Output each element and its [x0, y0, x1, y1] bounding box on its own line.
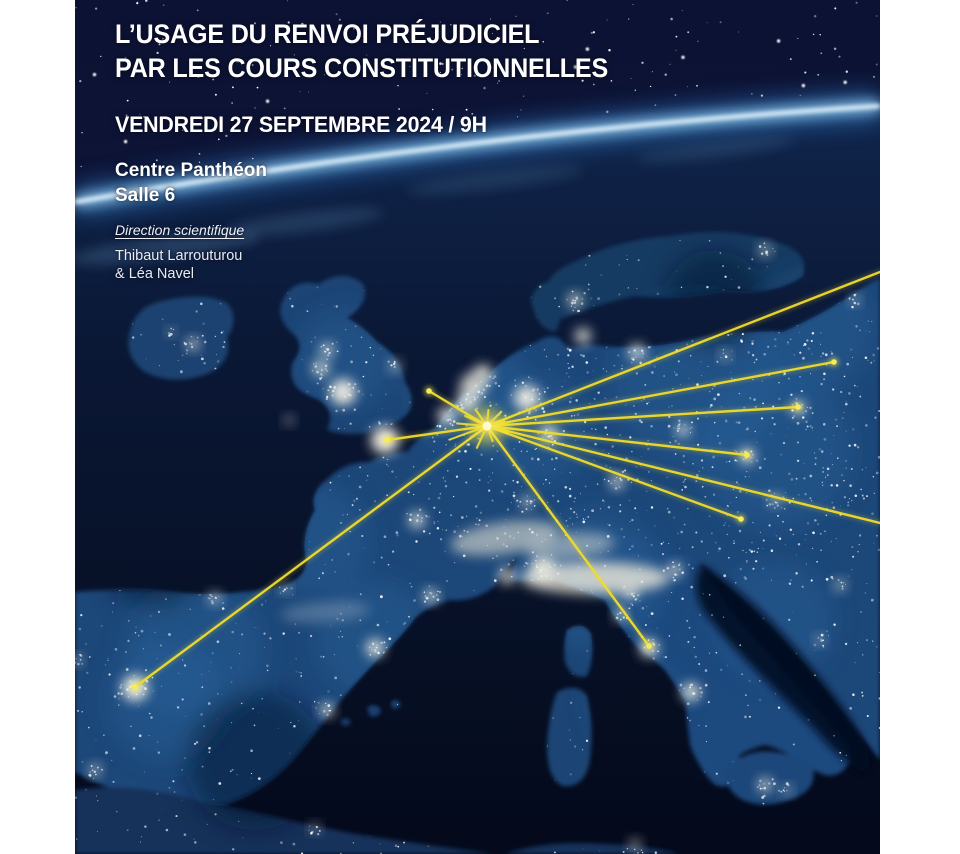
europe-night-map [75, 0, 880, 854]
event-datetime: VENDREDI 27 SEPTEMBRE 2024 / 9H [115, 112, 487, 137]
director-name-1: Thibaut Larrouturou [115, 248, 243, 264]
venue-room: Salle 6 [115, 185, 176, 206]
venue-name: Centre Panthéon [115, 160, 268, 181]
poster-title-line1: L’USAGE DU RENVOI PRÉJUDICIEL [115, 19, 540, 49]
poster-title-line2: PAR LES COURS CONSTITUTIONNELLES [115, 53, 609, 83]
director-name-2: & Léa Navel [115, 266, 194, 282]
event-poster [75, 0, 880, 854]
scientific-direction-label: Direction scientifique [115, 222, 245, 238]
